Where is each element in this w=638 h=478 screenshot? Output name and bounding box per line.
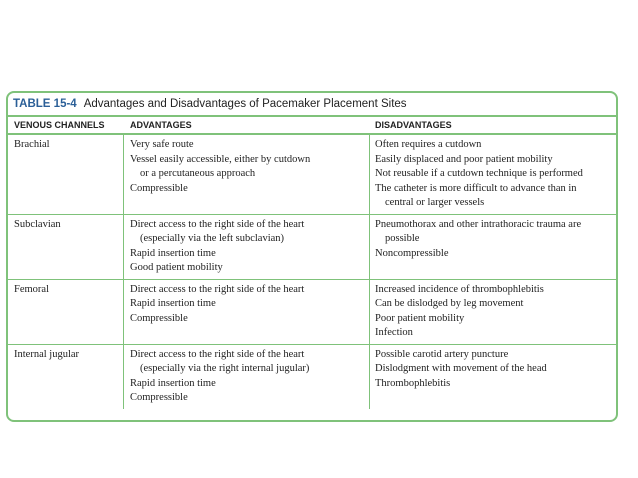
disadvantages-cell bbox=[370, 215, 616, 279]
advantages-cell bbox=[124, 345, 370, 409]
disadvantage-item: Thrombophlebitis bbox=[375, 377, 451, 389]
advantage-item: Rapid insertion time bbox=[130, 298, 216, 309]
table-number: TABLE 15-4 bbox=[13, 98, 77, 110]
table-row bbox=[8, 135, 616, 215]
disadvantage-item: Often requires a cutdown bbox=[375, 139, 482, 150]
venous-channel-cell: Brachial bbox=[8, 135, 124, 214]
table-15-4 bbox=[6, 91, 618, 422]
advantage-item: Very safe route bbox=[130, 139, 194, 150]
disadvantage-item: Not reusable if a cutdown technique is performed bbox=[375, 168, 583, 179]
table-header-row bbox=[8, 117, 616, 135]
table-title: Advantages and Disadvantages of Pacemaker Placement Sites bbox=[83, 98, 407, 110]
header-disadvantages: DISADVANTAGES bbox=[375, 120, 452, 130]
header-venous-channels: VENOUS CHANNELS bbox=[14, 120, 105, 130]
disadvantage-item: Poor patient mobility bbox=[375, 312, 465, 324]
table-row bbox=[8, 215, 616, 280]
disadvantage-item: The catheter is more difficult to advance than in central or larger vessels bbox=[375, 182, 577, 208]
advantage-item: Compressible bbox=[130, 312, 188, 324]
advantage-item: Good patient mobility bbox=[130, 262, 223, 273]
advantages-cell bbox=[124, 135, 370, 214]
advantage-item: Compressible bbox=[130, 392, 188, 403]
disadvantages-cell bbox=[370, 280, 616, 344]
advantage-item: Direct access to the right side of the heart bbox=[130, 283, 305, 295]
disadvantage-item: Can be dislodged by leg movement bbox=[375, 298, 524, 309]
table-title-bar bbox=[8, 93, 616, 117]
disadvantage-item: Easily displaced and poor patient mobility bbox=[375, 153, 553, 165]
disadvantage-item: Possible carotid artery puncture bbox=[375, 348, 509, 360]
venous-channel-cell: Subclavian bbox=[8, 215, 124, 279]
disadvantage-item: Dislodgment with movement of the head bbox=[375, 363, 547, 374]
venous-channel-cell: Femoral bbox=[8, 280, 124, 344]
table-row bbox=[8, 280, 616, 345]
advantages-cell bbox=[124, 215, 370, 279]
advantage-item: Direct access to the right side of the heart (especially via the left subclavian) bbox=[130, 218, 305, 244]
table-row bbox=[8, 345, 616, 409]
advantages-cell bbox=[124, 280, 370, 344]
disadvantage-item: Infection bbox=[375, 327, 413, 338]
disadvantages-cell bbox=[370, 345, 616, 409]
header-advantages: ADVANTAGES bbox=[130, 120, 192, 130]
disadvantage-item: Noncompressible bbox=[375, 247, 449, 259]
advantage-item: Compressible bbox=[130, 182, 188, 194]
disadvantage-item: Pneumothorax and other intrathoracic trauma are possible bbox=[375, 218, 582, 244]
advantage-item: Rapid insertion time bbox=[130, 247, 216, 259]
disadvantage-item: Increased incidence of thrombophlebitis bbox=[375, 283, 544, 295]
venous-channel-cell: Internal jugular bbox=[8, 345, 124, 409]
disadvantages-cell bbox=[370, 135, 616, 214]
advantage-item: Direct access to the right side of the heart (especially via the right internal jugular) bbox=[130, 348, 310, 374]
advantage-item: Rapid insertion time bbox=[130, 377, 216, 389]
advantage-item: Vessel easily accessible, either by cutdown or a percutaneous approach bbox=[130, 153, 311, 179]
